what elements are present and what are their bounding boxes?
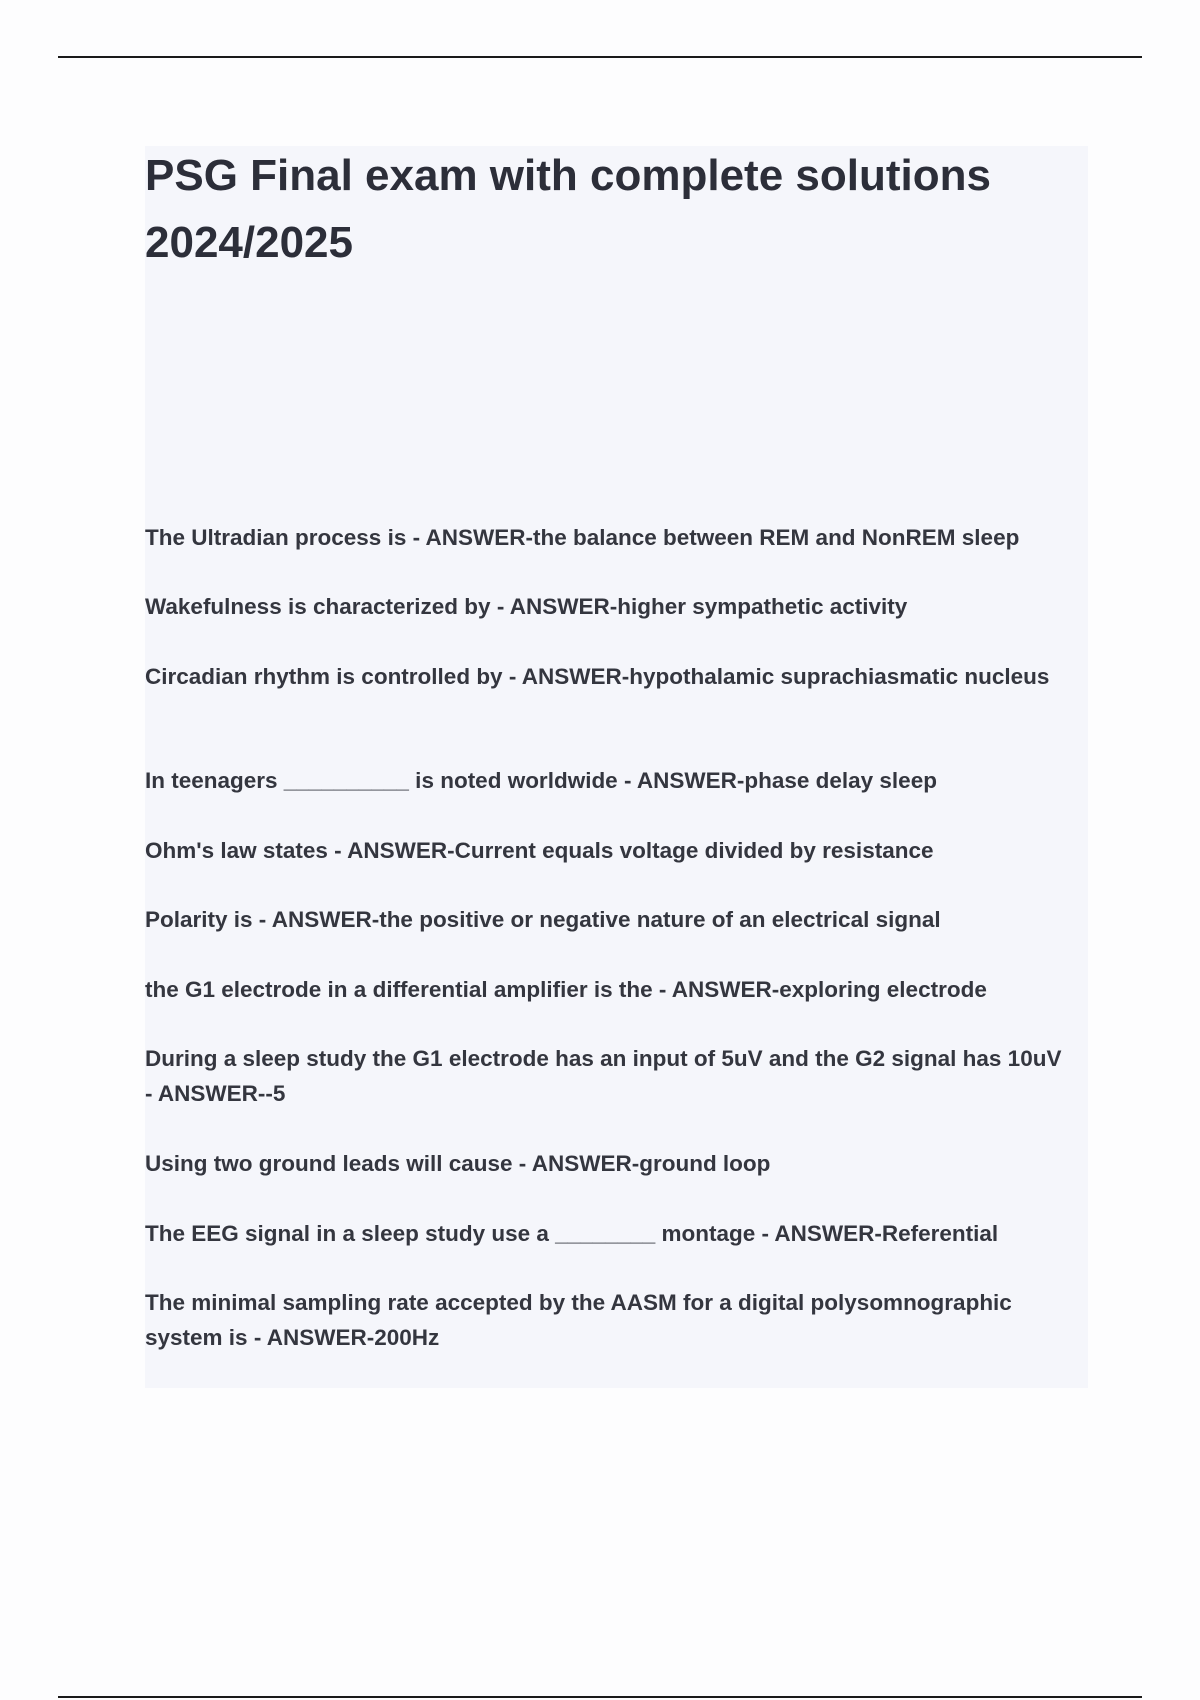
qa-item: the G1 electrode in a differential amplifier is the - ANSWER-exploring electrode xyxy=(145,977,987,1002)
qa-item: Wakefulness is characterized by - ANSWER-higher sympathetic activity xyxy=(145,594,908,619)
qa-item: Circadian rhythm is controlled by - ANSWER-hypothalamic suprachiasmatic nucleus xyxy=(145,664,1050,689)
qa-item: The EEG signal in a sleep study use a ________ montage - ANSWER-Referential xyxy=(145,1221,999,1246)
bottom-divider xyxy=(58,1696,1142,1698)
qa-item: In teenagers __________ is noted worldwide - ANSWER-phase delay sleep xyxy=(145,768,937,793)
qa-item: The Ultradian process is - ANSWER-the balance between REM and NonREM sleep xyxy=(145,525,1020,550)
qa-item: Polarity is - ANSWER-the positive or negative nature of an electrical signal xyxy=(145,907,941,932)
top-divider xyxy=(58,56,1142,58)
qa-item: Ohm's law states - ANSWER-Current equals voltage divided by resistance xyxy=(145,838,934,863)
qa-item: Using two ground leads will cause - ANSWER-ground loop xyxy=(145,1151,771,1176)
qa-item: The minimal sampling rate accepted by the AASM for a digital polysomnographic system is - ANSWER-200Hz xyxy=(145,1290,1012,1350)
qa-item: During a sleep study the G1 electrode has an input of 5uV and the G2 signal has 10uV - ANSWER--5 xyxy=(145,1046,1062,1106)
document-title: PSG Final exam with complete solutions 2024/2025 xyxy=(145,151,991,267)
